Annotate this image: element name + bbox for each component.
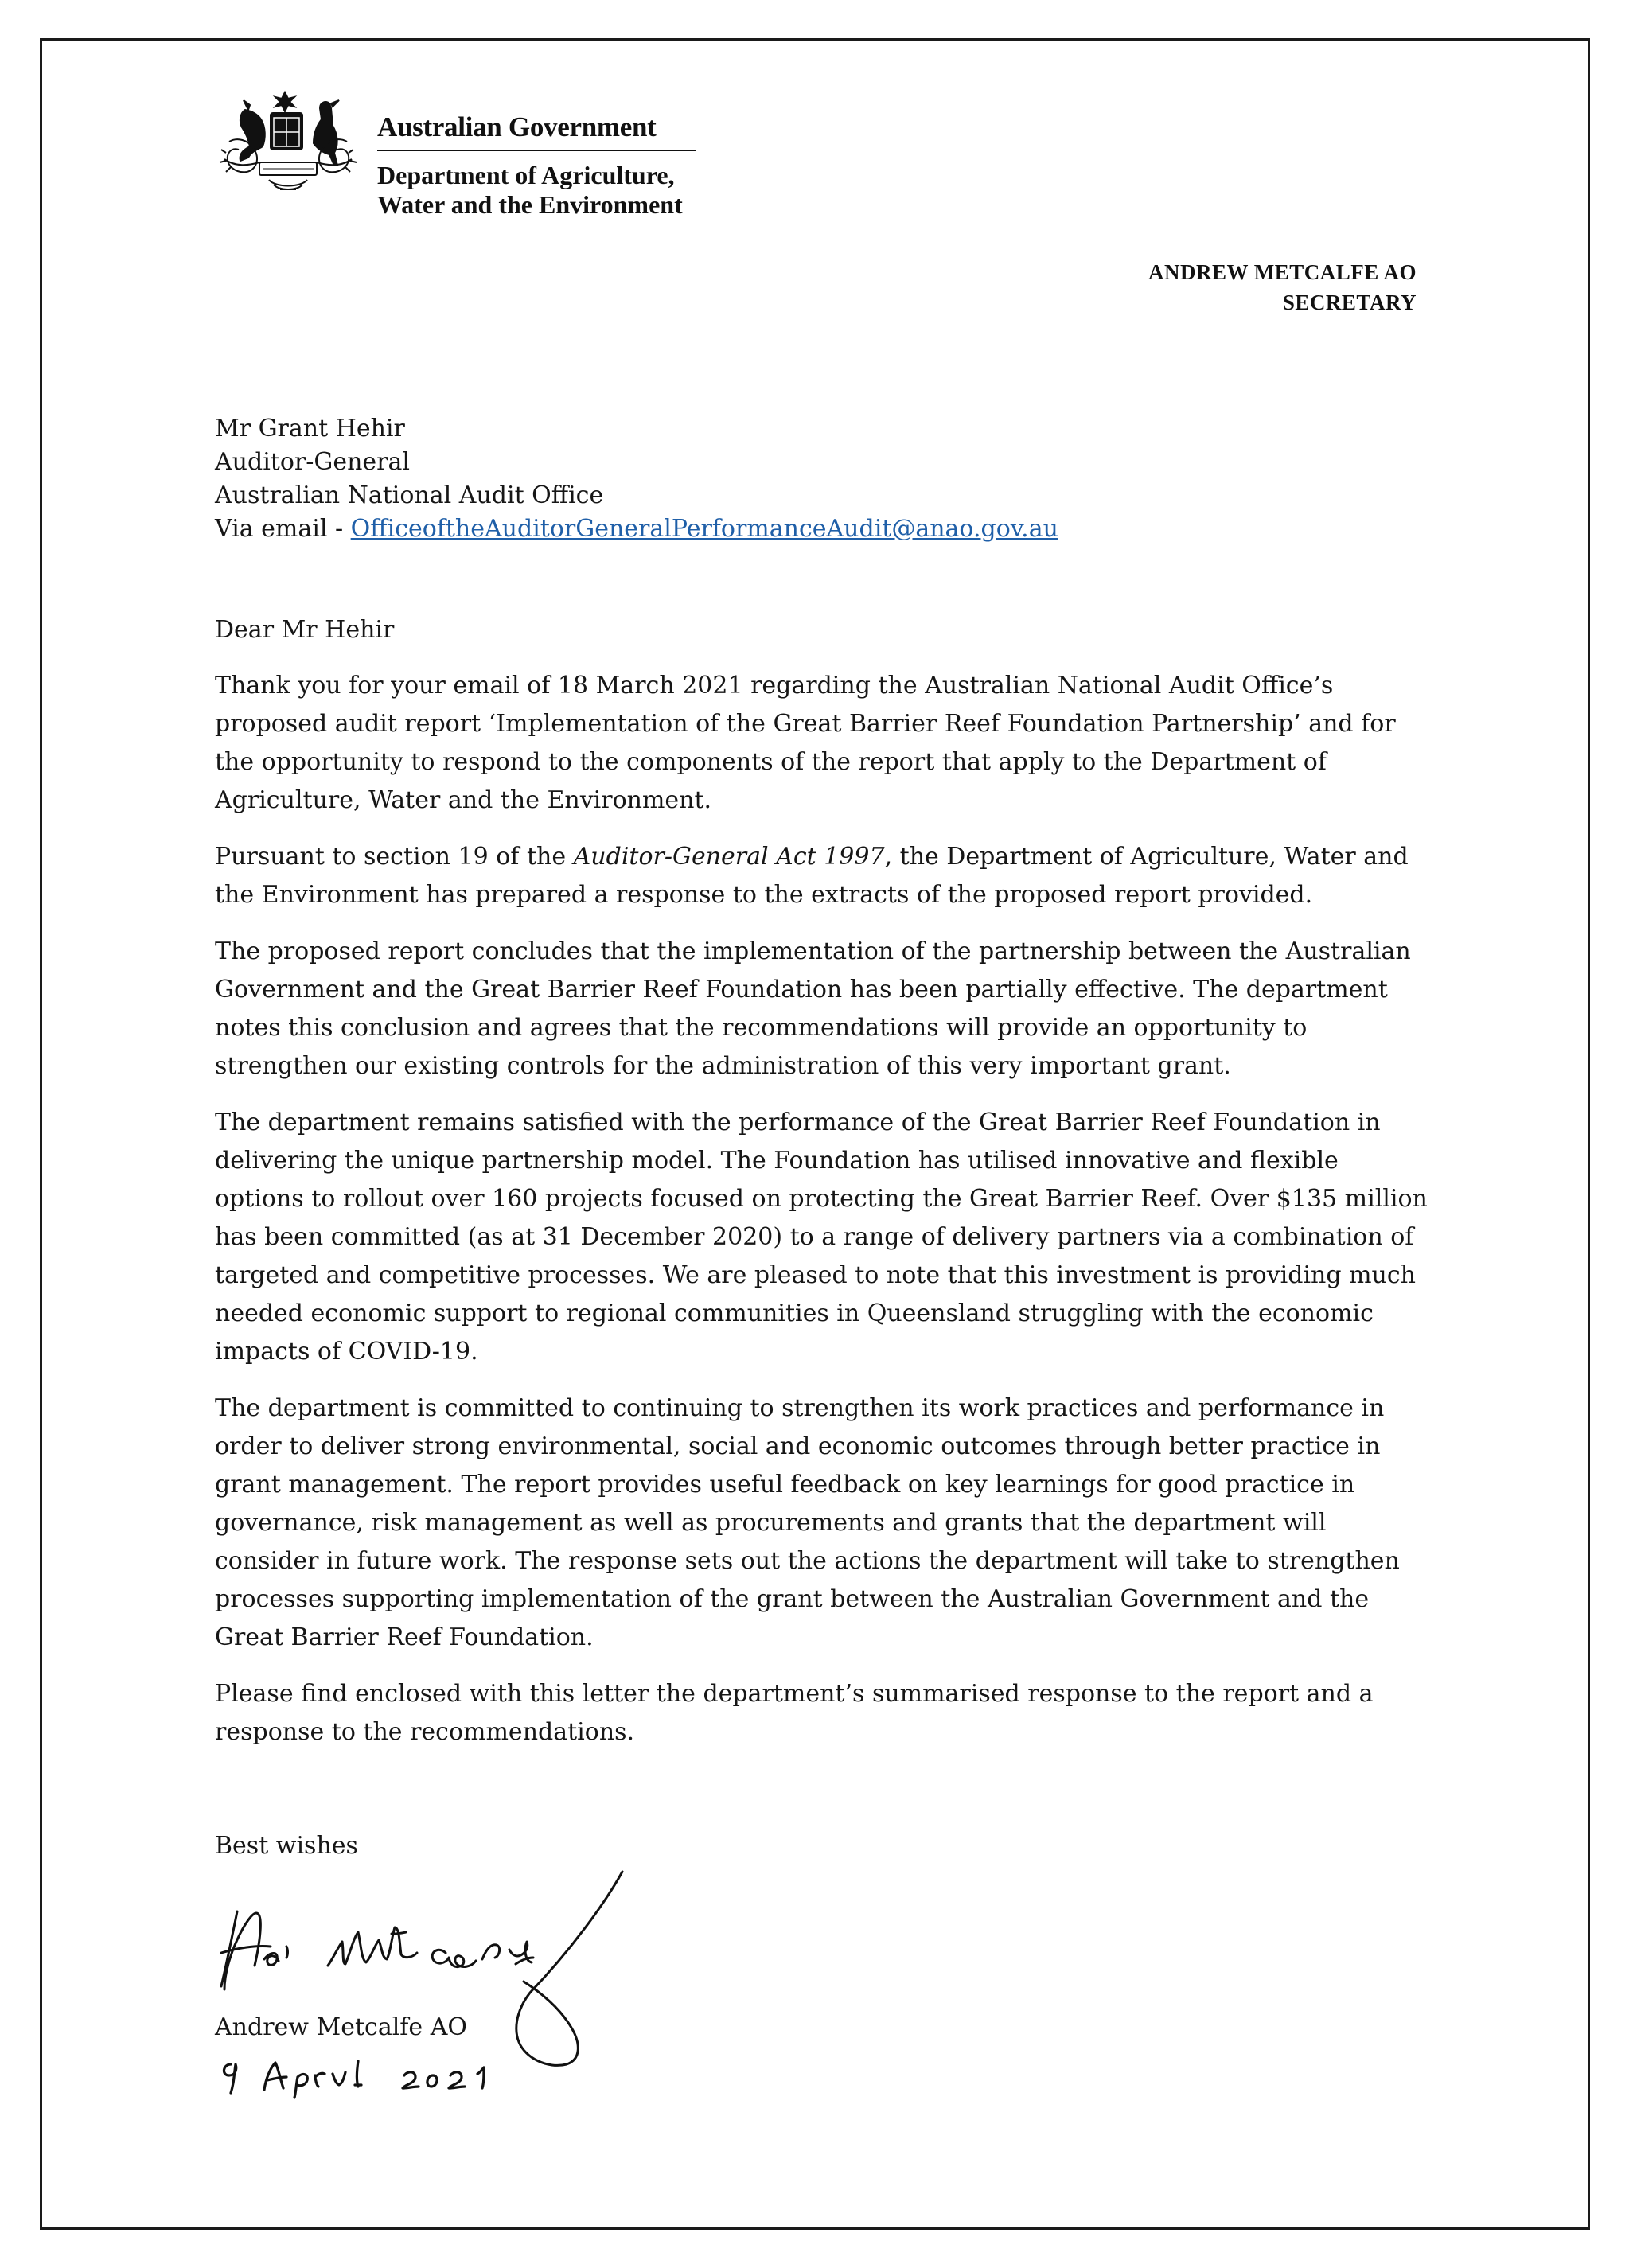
recipient-address xyxy=(215,412,1432,546)
sender-name: ANDREW METCALFE AO xyxy=(1148,260,1417,284)
paragraph-line: needed economic support to regional communities in Queensland struggling with the economic xyxy=(215,1300,1374,1327)
paragraph-4 xyxy=(215,1104,1432,1371)
paragraph-line: processes supporting implementation of the grant between the Australian Government and the xyxy=(215,1585,1370,1613)
paragraph-line: targeted and competitive processes. We are pleased to note that this investment is providing much xyxy=(215,1261,1416,1289)
paragraph-line: consider in future work. The response sets out the actions the department will take to strengthen xyxy=(215,1547,1400,1575)
recipient-email-link[interactable]: OfficeoftheAuditorGeneralPerformanceAudit@anao.gov.au xyxy=(350,515,1058,543)
signer-name: Andrew Metcalfe AO xyxy=(215,2013,467,2041)
paragraph-line: Thank you for your email of 18 March 2021 regarding the Australian National Audit Office’s xyxy=(215,672,1334,699)
paragraph-line: The department is committed to continuing to strengthen its work practices and performance in xyxy=(215,1394,1385,1422)
paragraph-line: delivering the unique partnership model. The Foundation has utilised innovative and flexible xyxy=(215,1147,1339,1175)
department-name-line2: Water and the Environment xyxy=(377,190,683,219)
paragraph-line: proposed audit report ‘Implementation of the Great Barrier Reef Foundation Partnership’ and for xyxy=(215,710,1396,738)
coat-of-arms-icon xyxy=(213,86,363,205)
paragraph-line: governance, risk management as well as procurements and grants that the department will xyxy=(215,1509,1327,1537)
handwritten-date-icon xyxy=(215,2053,501,2101)
paragraph-line: Please find enclosed with this letter the department’s summarised response to the report and a xyxy=(215,1680,1374,1708)
letter-body xyxy=(215,667,1432,1770)
paragraph-line: order to deliver strong environmental, social and economic outcomes through better practice in xyxy=(215,1432,1381,1460)
paragraph-line: grant management. The report provides useful feedback on key learnings for good practice in xyxy=(215,1471,1355,1498)
paragraph-3 xyxy=(215,933,1432,1085)
recipient-email-line xyxy=(215,512,1432,546)
paragraph-line: impacts of COVID-19. xyxy=(215,1338,478,1366)
paragraph-line xyxy=(215,838,1432,876)
via-email-label: Via email - xyxy=(215,515,351,543)
act-title: Auditor-General Act 1997 xyxy=(573,843,885,871)
paragraph-line: The proposed report concludes that the implementation of the partnership between the Australian xyxy=(215,937,1411,965)
recipient-position: Auditor-General xyxy=(215,448,410,476)
government-name: Australian Government xyxy=(377,111,696,151)
recipient-office: Australian National Audit Office xyxy=(215,481,604,509)
paragraph-text: , the Department of Agriculture, Water and xyxy=(884,843,1409,871)
closing: Best wishes xyxy=(215,1832,358,1860)
paragraph-line: Agriculture, Water and the Environment. xyxy=(215,786,712,814)
paragraph-line: response to the recommendations. xyxy=(215,1718,635,1746)
paragraph-line: strengthen our existing controls for the administration of this very important grant. xyxy=(215,1052,1231,1080)
salutation: Dear Mr Hehir xyxy=(215,616,395,644)
sender-title: SECRETARY xyxy=(1282,290,1417,314)
paragraph-line: notes this conclusion and agrees that the recommendations will provide an opportunity to xyxy=(215,1014,1308,1042)
paragraph-line: options to rollout over 160 projects focused on protecting the Great Barrier Reef. Over $135 million xyxy=(215,1185,1428,1213)
paragraph-line: the opportunity to respond to the components of the report that apply to the Department of xyxy=(215,748,1327,776)
paragraph-2 xyxy=(215,838,1432,914)
paragraph-6 xyxy=(215,1675,1432,1752)
letterhead xyxy=(377,111,696,220)
paragraph-line: Great Barrier Reef Foundation. xyxy=(215,1623,594,1651)
sender-block xyxy=(1148,257,1417,318)
paragraph-text: Pursuant to section 19 of the xyxy=(215,843,574,871)
department-name-line1: Department of Agriculture, xyxy=(377,161,675,189)
paragraph-line: the Environment has prepared a response to the extracts of the proposed report provided. xyxy=(215,881,1313,909)
paragraph-line: has been committed (as at 31 December 2020) to a range of delivery partners via a combination of xyxy=(215,1223,1414,1251)
paragraph-1 xyxy=(215,667,1432,820)
paragraph-line: Government and the Great Barrier Reef Foundation has been partially effective. The department xyxy=(215,976,1388,1003)
paragraph-5 xyxy=(215,1389,1432,1657)
paragraph-line: The department remains satisfied with the performance of the Great Barrier Reef Foundation in xyxy=(215,1109,1381,1136)
recipient-name: Mr Grant Hehir xyxy=(215,415,405,442)
